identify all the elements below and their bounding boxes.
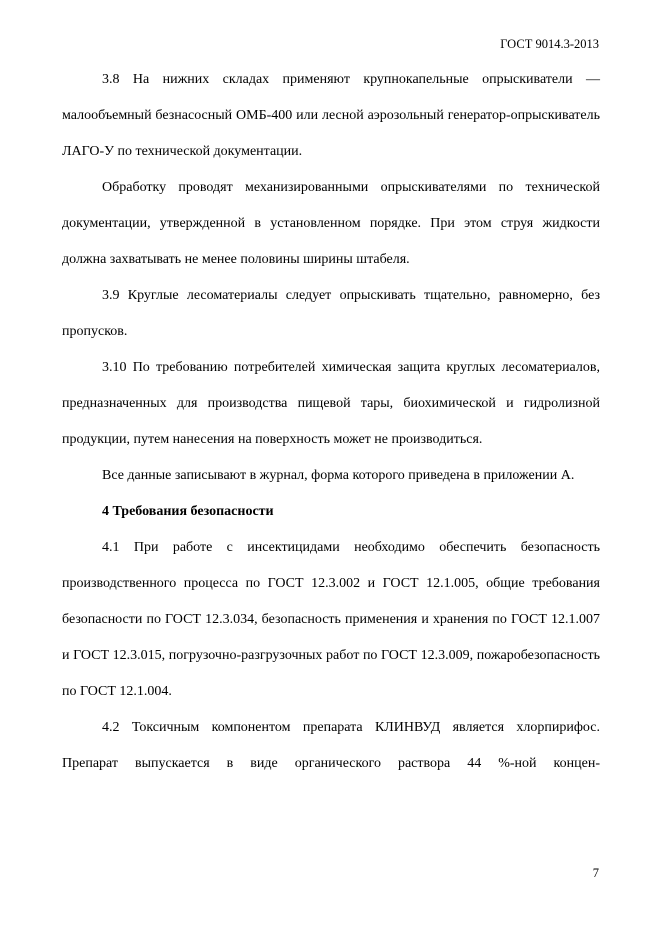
paragraph-3-9: 3.9 Круглые лесоматериалы следует опрыскивать тщательно, равномерно, без пропусков. [62, 288, 600, 339]
page-number: 7 [592, 866, 599, 880]
section-4-heading: 4 Требования безопасности [102, 504, 274, 519]
paragraph-3-8-processing: Обработку проводят механизированными опрыскивателями по технической документации, утвержденной в установленном порядке. При этом струя жидкости должна захватывать не менее половины ширины штабеля. [62, 180, 600, 267]
paragraph-4-1: 4.1 При работе с инсектицидами необходимо обеспечить безопасность производственного процесса по ГОСТ 12.3.002 и ГОСТ 12.1.005, общие требования безопасности по ГОСТ 12.3.034, безопасность применения и хранения по ГОСТ 12.1.007 и ГОСТ 12.3.015, погрузочно-разгрузочных работ по ГОСТ 12.3.009, пожаробезопасность по ГОСТ 12.1.004. [62, 540, 600, 699]
document-id-header: ГОСТ 9014.3-2013 [500, 37, 599, 51]
paragraph-4-2: 4.2 Токсичным компонентом препарата КЛИНВУД является хлорпирифос. Препарат выпускается в виде органического раствора 44 %-ной концен- [62, 720, 600, 771]
page-body [62, 62, 600, 782]
paragraph-3-10: 3.10 По требованию потребителей химическая защита круглых лесоматериалов, предназначенных для производства пищевой тары, биохимической и гидролизной продукции, путем нанесения на поверхность может не производиться. [62, 360, 600, 447]
paragraph-3-10-journal: Все данные записывают в журнал, форма которого приведена в приложении А. [102, 468, 575, 483]
paragraph-3-8: 3.8 На нижних складах применяют крупнокапельные опрыскиватели — малообъемный безнасосный ОМБ-400 или лесной аэрозольный генератор-опрыскиватель ЛАГО-У по технической документации. [62, 72, 600, 159]
